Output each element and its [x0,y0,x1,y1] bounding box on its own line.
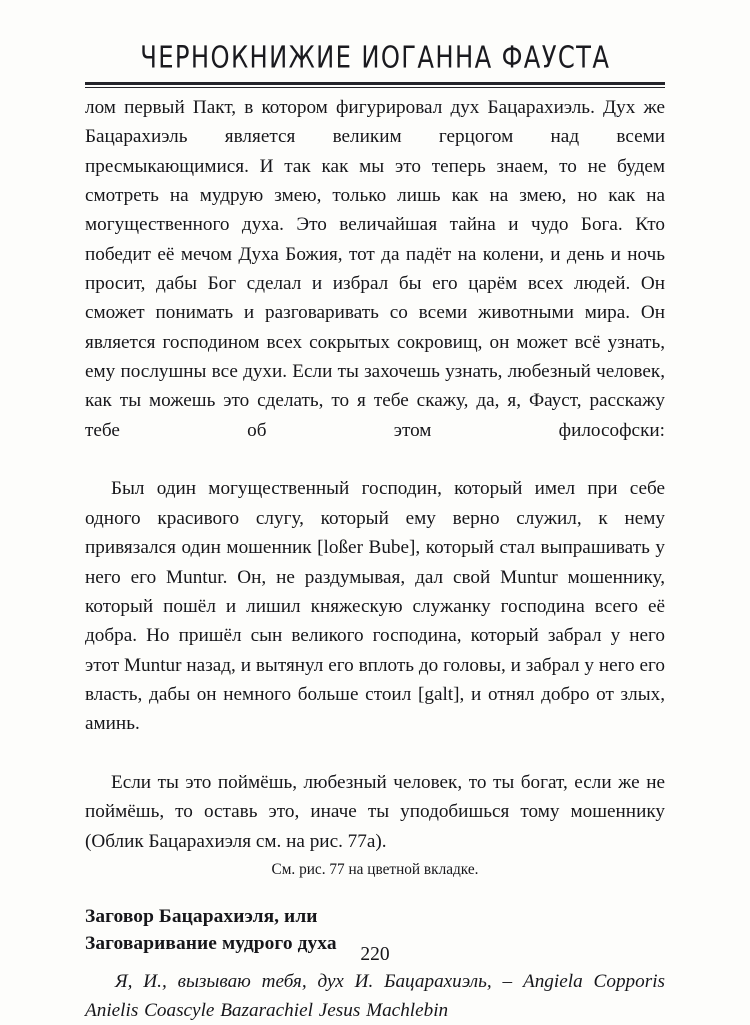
text-column [85,93,665,1025]
header-rule-thin [85,87,665,88]
header-double-rule [85,82,665,88]
figure-caption: См. рис. 77 на цветной вкладке. [271,860,479,878]
page-number: 220 [360,944,390,965]
running-header-text: ЧЕРНОКНИЖИЕ ИОГАННА ФАУСТА [139,39,611,75]
section-heading-line-1: Заговор Бацарахиэля, или [85,905,318,927]
paragraph-moral: Если ты это поймёшь, любезный человек, то ты богат, если же не поймёшь, то оставь это, иначе ты уподобишься тому мошеннику (Облик Бацарахиэля см. на рис. 77а). [85,771,665,852]
incantation-text: Я, И., вызываю тебя, дух И. Бацарахиэль, – Angiela Copporis Anielis Coascyle Bazarachiel Jesus Machlebin [85,970,665,1022]
section-heading-line-2: Заговаривание мудрого духа [85,933,337,955]
paragraph-parable: Был один могущественный господин, который имел при себе одного красивого слугу, который ему верно служил, к нему привязался один мошенник [loßer Bube], который стал выпрашивать у него его Muntur. Он, не раздумывая, дал свой Muntur мошеннику, который пошёл и лишил княжескую служанку господина всего её добра. Но пришёл сын великого господина, который забрал у него этот Muntur назад, и вытянул его вплоть до головы, и забрал у него его власть, дабы он немного больше стоил [galt], и отнял добро от злых, аминь. [85,478,665,735]
paragraph-continued: лом первый Пакт, в котором фигурировал дух Бацарахиэль. Дух же Бацарахиэль является великим герцогом над всеми пресмыкающимися. И так как мы это теперь знаем, то не будем смотреть на мудрую змею, только лишь как на змею, но как на могущественного духа. Это величайшая тайна и чудо Бога. Кто победит её мечом Духа Божия, тот да падёт на колени, и день и ночь просит, дабы Бог сделал и избрал бы его царём всех людей. Он сможет понимать и разговаривать со всеми животными мира. Он является господином всех сокрытых сокровищ, он может всё узнать, ему послушны все духи. Если ты захочешь узнать, любезный человек, как ты можешь это сделать, то я тебе скажу, да, я, Фауст, расскажу тебе об этом философски: [85,97,665,441]
running-header [85,39,665,76]
